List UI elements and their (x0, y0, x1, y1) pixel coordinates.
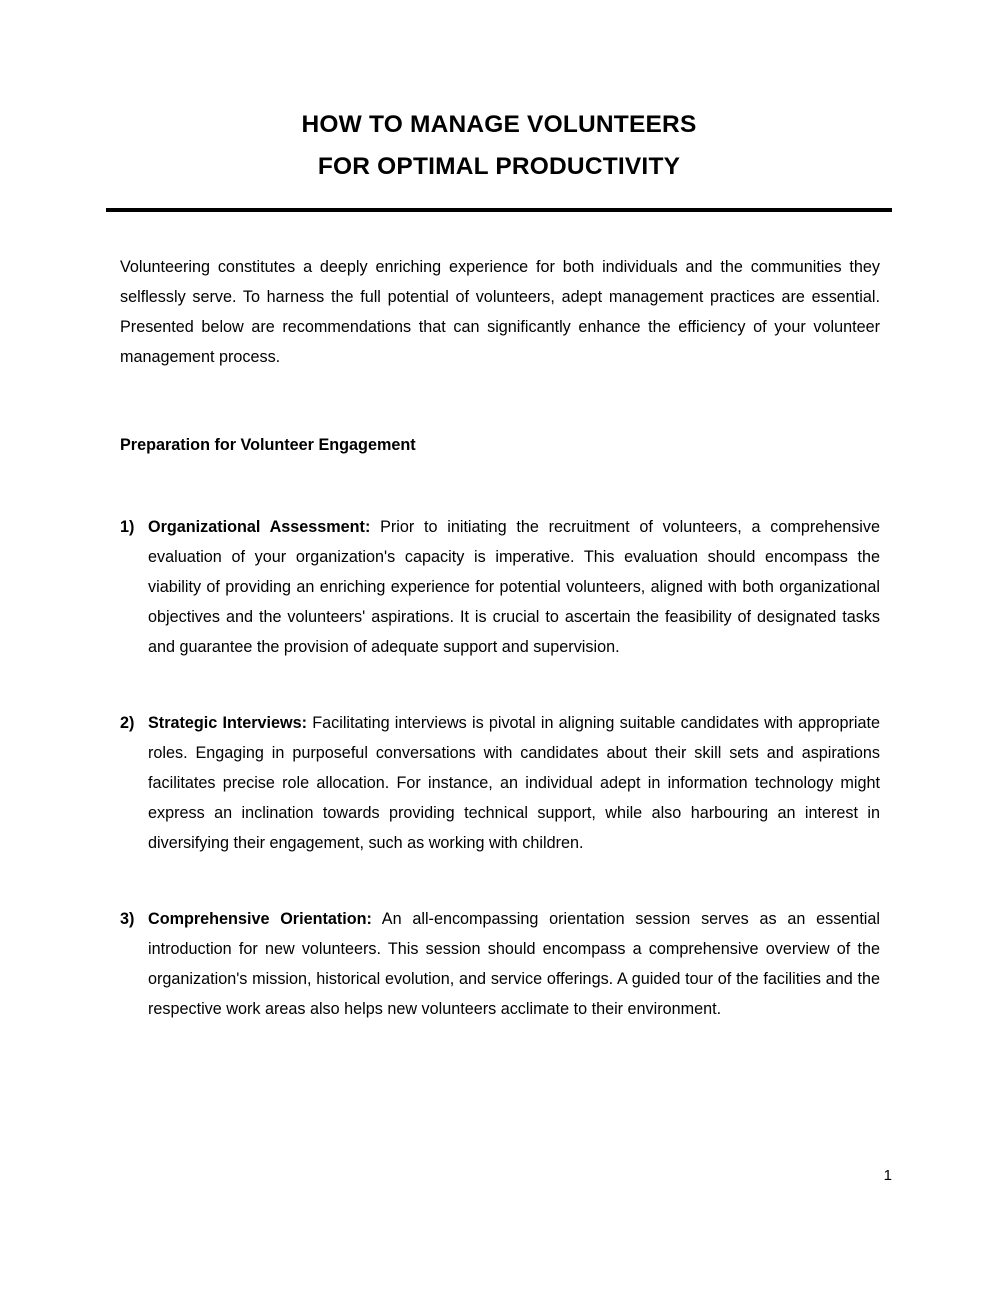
list-item-marker: 2) (120, 714, 135, 732)
list-item-lead: Comprehensive Orientation: (148, 910, 372, 928)
section-heading-preparation: Preparation for Volunteer Engagement (120, 436, 416, 454)
list-item-marker: 1) (120, 518, 135, 536)
list-item-text (148, 904, 880, 1024)
list-item-marker: 3) (120, 910, 135, 928)
list-item (120, 512, 880, 662)
list-item-text (148, 512, 880, 662)
list-item-body: Facilitating interviews is pivotal in aligning suitable candidates with appropriate roles. Engaging in purposeful conversations with candidates about their skill sets and aspirations facilitates precise role allocation. For instance, an individual adept in information technology might express an inclination towards providing technical support, while also harbouring an interest in diversifying their engagement, such as working with children. (148, 714, 880, 852)
list-item-lead: Organizational Assessment: (148, 518, 371, 536)
list-item-body: Prior to initiating the recruitment of volunteers, a comprehensive evaluation of your organization's capacity is imperative. This evaluation should encompass the viability of providing an enriching experience for potential volunteers, aligned with both organizational objectives and the volunteers' aspirations. It is crucial to ascertain the feasibility of designated tasks and guarantee the provision of adequate support and supervision. (148, 518, 881, 656)
list-item (120, 904, 880, 1024)
page-number: 1 (883, 1167, 892, 1184)
title-line-1: HOW TO MANAGE VOLUNTEERS (301, 111, 697, 138)
list-item-lead: Strategic Interviews: (148, 714, 308, 732)
list-item (120, 708, 880, 858)
intro-paragraph: Volunteering constitutes a deeply enriching experience for both individuals and the communities they selflessly serve. To harness the full potential of volunteers, adept management practices are essential. Presented below are recommendations that can significantly enhance the efficiency of your volunteer management process. (120, 258, 880, 366)
document-body (120, 252, 880, 1024)
recommendations-list (120, 460, 880, 1024)
document-title (106, 104, 892, 188)
title-line-2: FOR OPTIMAL PRODUCTIVITY (317, 153, 681, 180)
list-item-body: An all-encompassing orientation session serves as an essential introduction for new volunteers. This session should encompass a comprehensive overview of the organization's mission, historical evolution, and service offerings. A guided tour of the facilities and the respective work areas also helps new volunteers acclimate to their environment. (148, 910, 881, 1018)
header-divider-rule (106, 208, 892, 212)
list-item-text (148, 708, 880, 858)
